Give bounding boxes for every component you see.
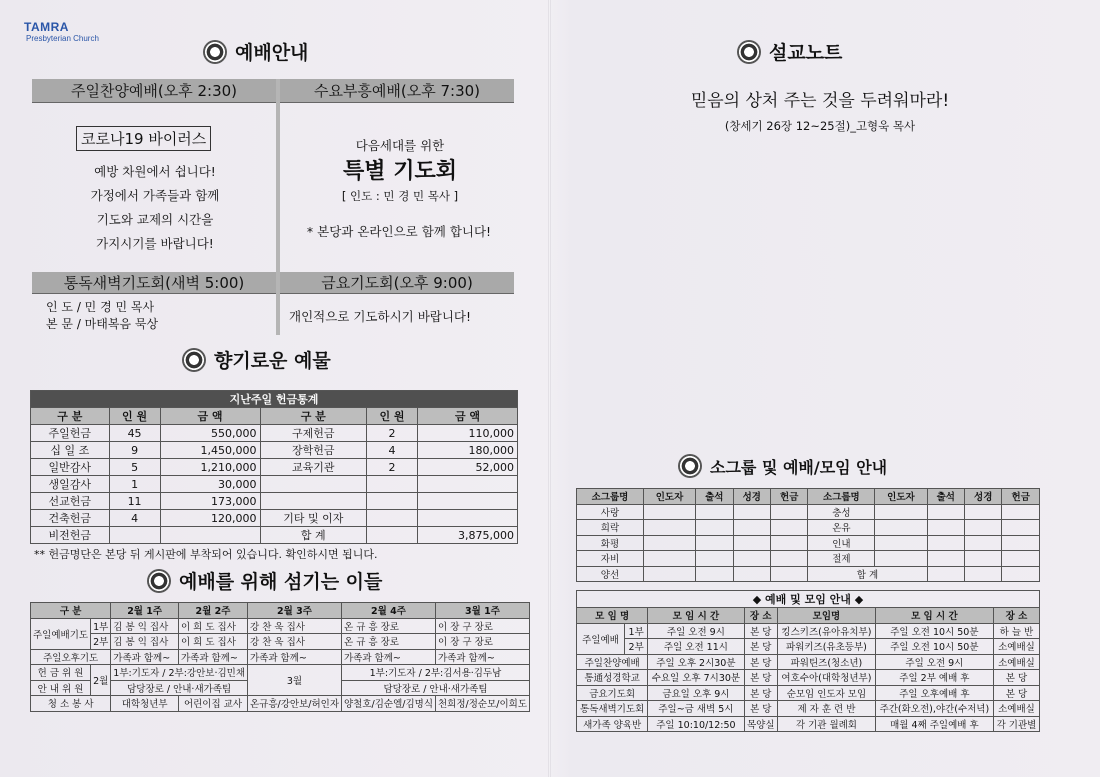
table-cell: 양철호/김순엘/김명식 xyxy=(342,696,436,712)
table-cell: 여호수아(대학청년부) xyxy=(778,670,876,686)
table-cell: 대학청년부 xyxy=(111,696,179,712)
table-cell: 구제헌금 xyxy=(260,425,367,442)
table-cell: ◆ 예배 및 모임 안내 ◆ xyxy=(577,591,1040,608)
table-cell: 금 액 xyxy=(160,408,260,425)
table-cell: 주일 오전 9시 xyxy=(648,623,744,639)
table-cell: 가족과 함께~ xyxy=(111,649,179,665)
table-cell: 1 xyxy=(109,476,160,493)
table-cell: 인 원 xyxy=(367,408,418,425)
table-cell xyxy=(367,493,418,510)
table-row xyxy=(31,493,518,510)
table-cell: 가족과 함께~ xyxy=(248,649,342,665)
dawn-leader: 인 도 / 민 경 민 목사 xyxy=(46,300,155,314)
table-cell: 담당장로 / 안내·새가족팀 xyxy=(111,680,248,696)
sermon-reference: (창세기 26장 12~25절)_고형욱 목사 xyxy=(724,119,916,133)
table-cell: 주일예배 xyxy=(577,623,625,654)
table-cell: 구 분 xyxy=(31,408,110,425)
table-cell: 550,000 xyxy=(160,425,260,442)
table-cell: 어린이집 교사 xyxy=(178,696,247,712)
covid-message xyxy=(50,160,260,256)
table-cell: 강 찬 욱 집사 xyxy=(248,634,342,650)
table-cell: 110,000 xyxy=(417,425,517,442)
page-fold xyxy=(548,0,551,777)
table-cell: 장 소 xyxy=(993,608,1039,624)
emblem-icon xyxy=(203,40,227,64)
table-cell xyxy=(367,476,418,493)
table-cell: 본 당 xyxy=(993,685,1039,701)
table-cell: 기도와 교제의 시간을 xyxy=(96,212,214,227)
table-cell: 소그룹 및 예배/모임 안내 xyxy=(710,457,888,477)
table-cell: 이 희 도 집사 xyxy=(178,618,247,634)
table-cell: 안 내 위 원 xyxy=(31,680,91,696)
meetings-table xyxy=(576,590,1040,732)
table-cell: 인도자 xyxy=(643,489,695,505)
table-cell: 설교노트 xyxy=(769,42,843,64)
table-cell: 이 장 구 장로 xyxy=(436,618,530,634)
table-cell: 양선 xyxy=(577,566,644,582)
table-row xyxy=(31,510,518,527)
table-cell: 성경 xyxy=(733,489,770,505)
table-cell: 김 봉 익 집사 xyxy=(111,618,179,634)
table-cell: 합 계 xyxy=(260,527,367,544)
emblem-icon xyxy=(182,348,206,372)
table-cell: 180,000 xyxy=(417,442,517,459)
table-cell: 출석 xyxy=(927,489,964,505)
table-cell: 2부 xyxy=(91,634,111,650)
table-cell: 3,875,000 xyxy=(417,527,517,544)
special-leader: [ 인도 : 민 경 민 목사 ] xyxy=(341,189,459,203)
table-cell: 청 소 봉 사 xyxy=(31,696,111,712)
table-cell xyxy=(367,527,418,544)
special-line1: 다음세대를 위한 xyxy=(355,138,445,153)
table-cell: 3월 1주 xyxy=(436,603,530,619)
table-cell: 자비 xyxy=(577,551,644,567)
smallgroup-table xyxy=(576,488,1040,582)
table-cell: 인 원 xyxy=(109,408,160,425)
table-cell: 목양실 xyxy=(744,716,778,732)
offering-note: ** 헌금명단은 본당 뒤 게시판에 부착되어 있습니다. 확인하시면 됩니다. xyxy=(34,548,378,561)
table-cell: 합 계 xyxy=(808,566,927,582)
table-cell: 1,450,000 xyxy=(160,442,260,459)
table-cell: 김 봉 익 집사 xyxy=(111,634,179,650)
sermon-heading xyxy=(737,38,842,65)
table-cell: 모 임 시 간 xyxy=(648,608,744,624)
dawn-text: 본 문 / 마태복음 묵상 xyxy=(46,317,159,331)
table-row xyxy=(31,425,518,442)
table-cell: 장 소 xyxy=(744,608,778,624)
table-cell: 헌금 xyxy=(770,489,807,505)
table-cell: 건축헌금 xyxy=(31,510,110,527)
table-row xyxy=(31,476,518,493)
table-cell: 비전헌금 xyxy=(31,527,110,544)
table-cell: Presbyterian Church xyxy=(26,34,99,43)
offering-heading xyxy=(182,346,331,373)
table-cell: 주간(화오전),야간(수저녁) xyxy=(875,701,993,717)
worship-heading xyxy=(203,38,308,65)
table-cell xyxy=(417,476,517,493)
table-cell xyxy=(417,493,517,510)
table-cell: 천희정/정순모/이희도 xyxy=(436,696,530,712)
table-cell: 지난주일 헌금통계 xyxy=(31,391,518,408)
table-cell xyxy=(260,493,367,510)
table-cell xyxy=(367,510,418,527)
emblem-icon xyxy=(737,40,761,64)
table-cell: 본 당 xyxy=(993,670,1039,686)
table-cell: 가족과 함께~ xyxy=(342,649,436,665)
table-cell: 담당장로 / 안내·새가족팀 xyxy=(342,680,530,696)
table-cell: 일반감사 xyxy=(31,459,110,476)
special-note: * 본당과 온라인으로 함께 합니다! xyxy=(306,224,492,239)
table-cell: 수요일 오후 7시30분 xyxy=(648,670,744,686)
table-cell: 순모임 인도자 모임 xyxy=(778,685,876,701)
table-cell: 4 xyxy=(367,442,418,459)
table-cell: 173,000 xyxy=(160,493,260,510)
friday-note: 개인적으로 기도하시기 바랍니다! xyxy=(289,309,472,324)
table-cell: 화평 xyxy=(577,535,644,551)
table-cell: 120,000 xyxy=(160,510,260,527)
table-cell: 파워키즈(유초등부) xyxy=(778,639,876,655)
table-cell: 구 분 xyxy=(31,603,111,619)
table-cell: 충성 xyxy=(808,504,875,520)
table-cell: 온규흥/강안보/허인자 xyxy=(248,696,342,712)
table-row xyxy=(31,442,518,459)
table-cell: 2월 2주 xyxy=(178,603,247,619)
table-cell: 가정에서 가족들과 함께 xyxy=(90,188,220,203)
servers-table xyxy=(30,602,530,712)
table-cell: 헌금 xyxy=(1002,489,1040,505)
table-cell: 예방 차원에서 쉽니다! xyxy=(94,164,216,179)
table-cell: 주일헌금 xyxy=(31,425,110,442)
table-cell: 금 액 xyxy=(417,408,517,425)
table-cell: 11 xyxy=(109,493,160,510)
table-cell xyxy=(109,527,160,544)
table-cell: 2월 1주 xyxy=(111,603,179,619)
table-cell: 가족과 함께~ xyxy=(436,649,530,665)
offering-table xyxy=(30,390,518,544)
table-cell: 이 장 구 장로 xyxy=(436,634,530,650)
table-cell: 금요일 오후 9시 xyxy=(648,685,744,701)
table-cell: 45 xyxy=(109,425,160,442)
table-cell: 30,000 xyxy=(160,476,260,493)
table-cell: 1부 xyxy=(625,623,648,639)
table-cell: 본 당 xyxy=(744,654,778,670)
table-cell: 3월 xyxy=(248,665,342,696)
table-cell: 2월 xyxy=(91,665,111,696)
table-cell: 5 xyxy=(109,459,160,476)
table-cell: 온 규 흥 장로 xyxy=(342,618,436,634)
special-title: 특별 기도회 xyxy=(343,159,457,184)
emblem-icon xyxy=(678,454,702,478)
servers-heading xyxy=(147,567,382,594)
table-row xyxy=(31,459,518,476)
table-cell: 2월 3주 xyxy=(248,603,342,619)
table-cell: 본 당 xyxy=(744,639,778,655)
table-cell: 십 일 조 xyxy=(31,442,110,459)
table-cell: 소그룹명 xyxy=(577,489,644,505)
table-cell: 주일 2부 예배 후 xyxy=(875,670,993,686)
table-cell: 기타 및 이자 xyxy=(260,510,367,527)
table-cell: 사랑 xyxy=(577,504,644,520)
divider xyxy=(276,79,280,335)
table-cell xyxy=(260,476,367,493)
table-cell: 주일 오후 2시30분 xyxy=(648,654,744,670)
table-cell: 1부 xyxy=(91,618,111,634)
sunday-bar: 주일찬양예배(오후 2:30) xyxy=(32,79,276,103)
table-cell: 2 xyxy=(367,459,418,476)
table-cell: 예배안내 xyxy=(235,42,309,64)
table-cell: 예배를 위해 섬기는 이들 xyxy=(179,571,383,593)
covid-title: 코로나19 바이러스 xyxy=(76,126,211,151)
friday-bar: 금요기도회(오후 9:00) xyxy=(280,272,514,294)
table-cell: 주일오후기도 xyxy=(31,649,111,665)
table-cell: 9 xyxy=(109,442,160,459)
table-cell: 선교헌금 xyxy=(31,493,110,510)
table-cell: 1부:기도자 / 2부:김서용·김두남 xyxy=(342,665,530,681)
church-logo xyxy=(24,20,99,43)
table-cell: 모임명 xyxy=(778,608,876,624)
wednesday-bar: 수요부흥예배(오후 7:30) xyxy=(280,79,514,103)
table-cell: 새가족 양육반 xyxy=(577,716,648,732)
table-cell: 주일 오전 10시 50분 xyxy=(875,623,993,639)
table-cell: 가지시기를 바랍니다! xyxy=(96,236,214,251)
table-cell: 주일 오전 10시 50분 xyxy=(875,639,993,655)
table-cell xyxy=(160,527,260,544)
table-cell: 4 xyxy=(109,510,160,527)
table-cell: 이 희 도 집사 xyxy=(178,634,247,650)
table-cell: 통독새벽기도회 xyxy=(577,701,648,717)
table-cell: 본 당 xyxy=(744,701,778,717)
table-cell: 제 자 훈 련 반 xyxy=(778,701,876,717)
table-cell: 각 기관 월례회 xyxy=(778,716,876,732)
table-cell: 인도자 xyxy=(875,489,927,505)
table-cell: 출석 xyxy=(696,489,733,505)
table-cell xyxy=(417,510,517,527)
table-cell: 소예배실 xyxy=(993,701,1039,717)
table-cell: 희락 xyxy=(577,520,644,536)
table-cell: 1부:기도자 / 2부:강안보·김민채 xyxy=(111,665,248,681)
table-cell: 소예배실 xyxy=(993,654,1039,670)
table-cell: 본 당 xyxy=(744,623,778,639)
table-cell: 주일 오전 9시 xyxy=(875,654,993,670)
table-cell: 모 임 시 간 xyxy=(875,608,993,624)
table-cell: 킹스키즈(유아유치부) xyxy=(778,623,876,639)
table-cell: 성경 xyxy=(964,489,1001,505)
table-cell: 생일감사 xyxy=(31,476,110,493)
table-cell: 교육기관 xyxy=(260,459,367,476)
table-cell: 2 xyxy=(367,425,418,442)
table-cell: 주일찬양예배 xyxy=(577,654,648,670)
table-cell: 각 기관별 xyxy=(993,716,1039,732)
table-cell: 2월 4주 xyxy=(342,603,436,619)
table-cell: 2부 xyxy=(625,639,648,655)
table-cell: 헌 금 위 원 xyxy=(31,665,91,681)
emblem-icon xyxy=(147,569,171,593)
table-cell: 온유 xyxy=(808,520,875,536)
smallgroup-heading xyxy=(678,454,887,478)
table-cell: 1,210,000 xyxy=(160,459,260,476)
table-cell: 절제 xyxy=(808,551,875,567)
table-row xyxy=(31,527,518,544)
table-cell: 본 당 xyxy=(744,670,778,686)
table-cell: 주일 오전 11시 xyxy=(648,639,744,655)
table-cell: 장학헌금 xyxy=(260,442,367,459)
table-cell: 금요기도회 xyxy=(577,685,648,701)
table-cell: 인내 xyxy=(808,535,875,551)
table-cell: 52,000 xyxy=(417,459,517,476)
table-cell: 온 규 흥 장로 xyxy=(342,634,436,650)
table-cell: 통通성경학교 xyxy=(577,670,648,686)
table-cell: 파워틴즈(청소년) xyxy=(778,654,876,670)
dawn-bar: 통독새벽기도회(새벽 5:00) xyxy=(32,272,276,294)
table-cell: 주일예배기도 xyxy=(31,618,91,649)
table-cell: 강 찬 욱 집사 xyxy=(248,618,342,634)
table-cell: 향기로운 예물 xyxy=(214,350,331,372)
table-cell: TAMRA xyxy=(24,20,69,34)
table-cell: 주일~금 새벽 5시 xyxy=(648,701,744,717)
table-cell: 구 분 xyxy=(260,408,367,425)
table-cell: 매월 4째 주일예배 후 xyxy=(875,716,993,732)
sermon-headline: 믿음의 상처 주는 것을 두려워마라! xyxy=(690,91,950,111)
table-cell: 소예배실 xyxy=(993,639,1039,655)
table-cell: 모 임 명 xyxy=(577,608,648,624)
table-cell: 본 당 xyxy=(744,685,778,701)
table-cell: 소그룹명 xyxy=(808,489,875,505)
table-cell: 가족과 함께~ xyxy=(178,649,247,665)
table-cell: 주일 10:10/12:50 xyxy=(648,716,744,732)
table-cell: 하 늘 반 xyxy=(993,623,1039,639)
table-cell: 주일 오후예배 후 xyxy=(875,685,993,701)
